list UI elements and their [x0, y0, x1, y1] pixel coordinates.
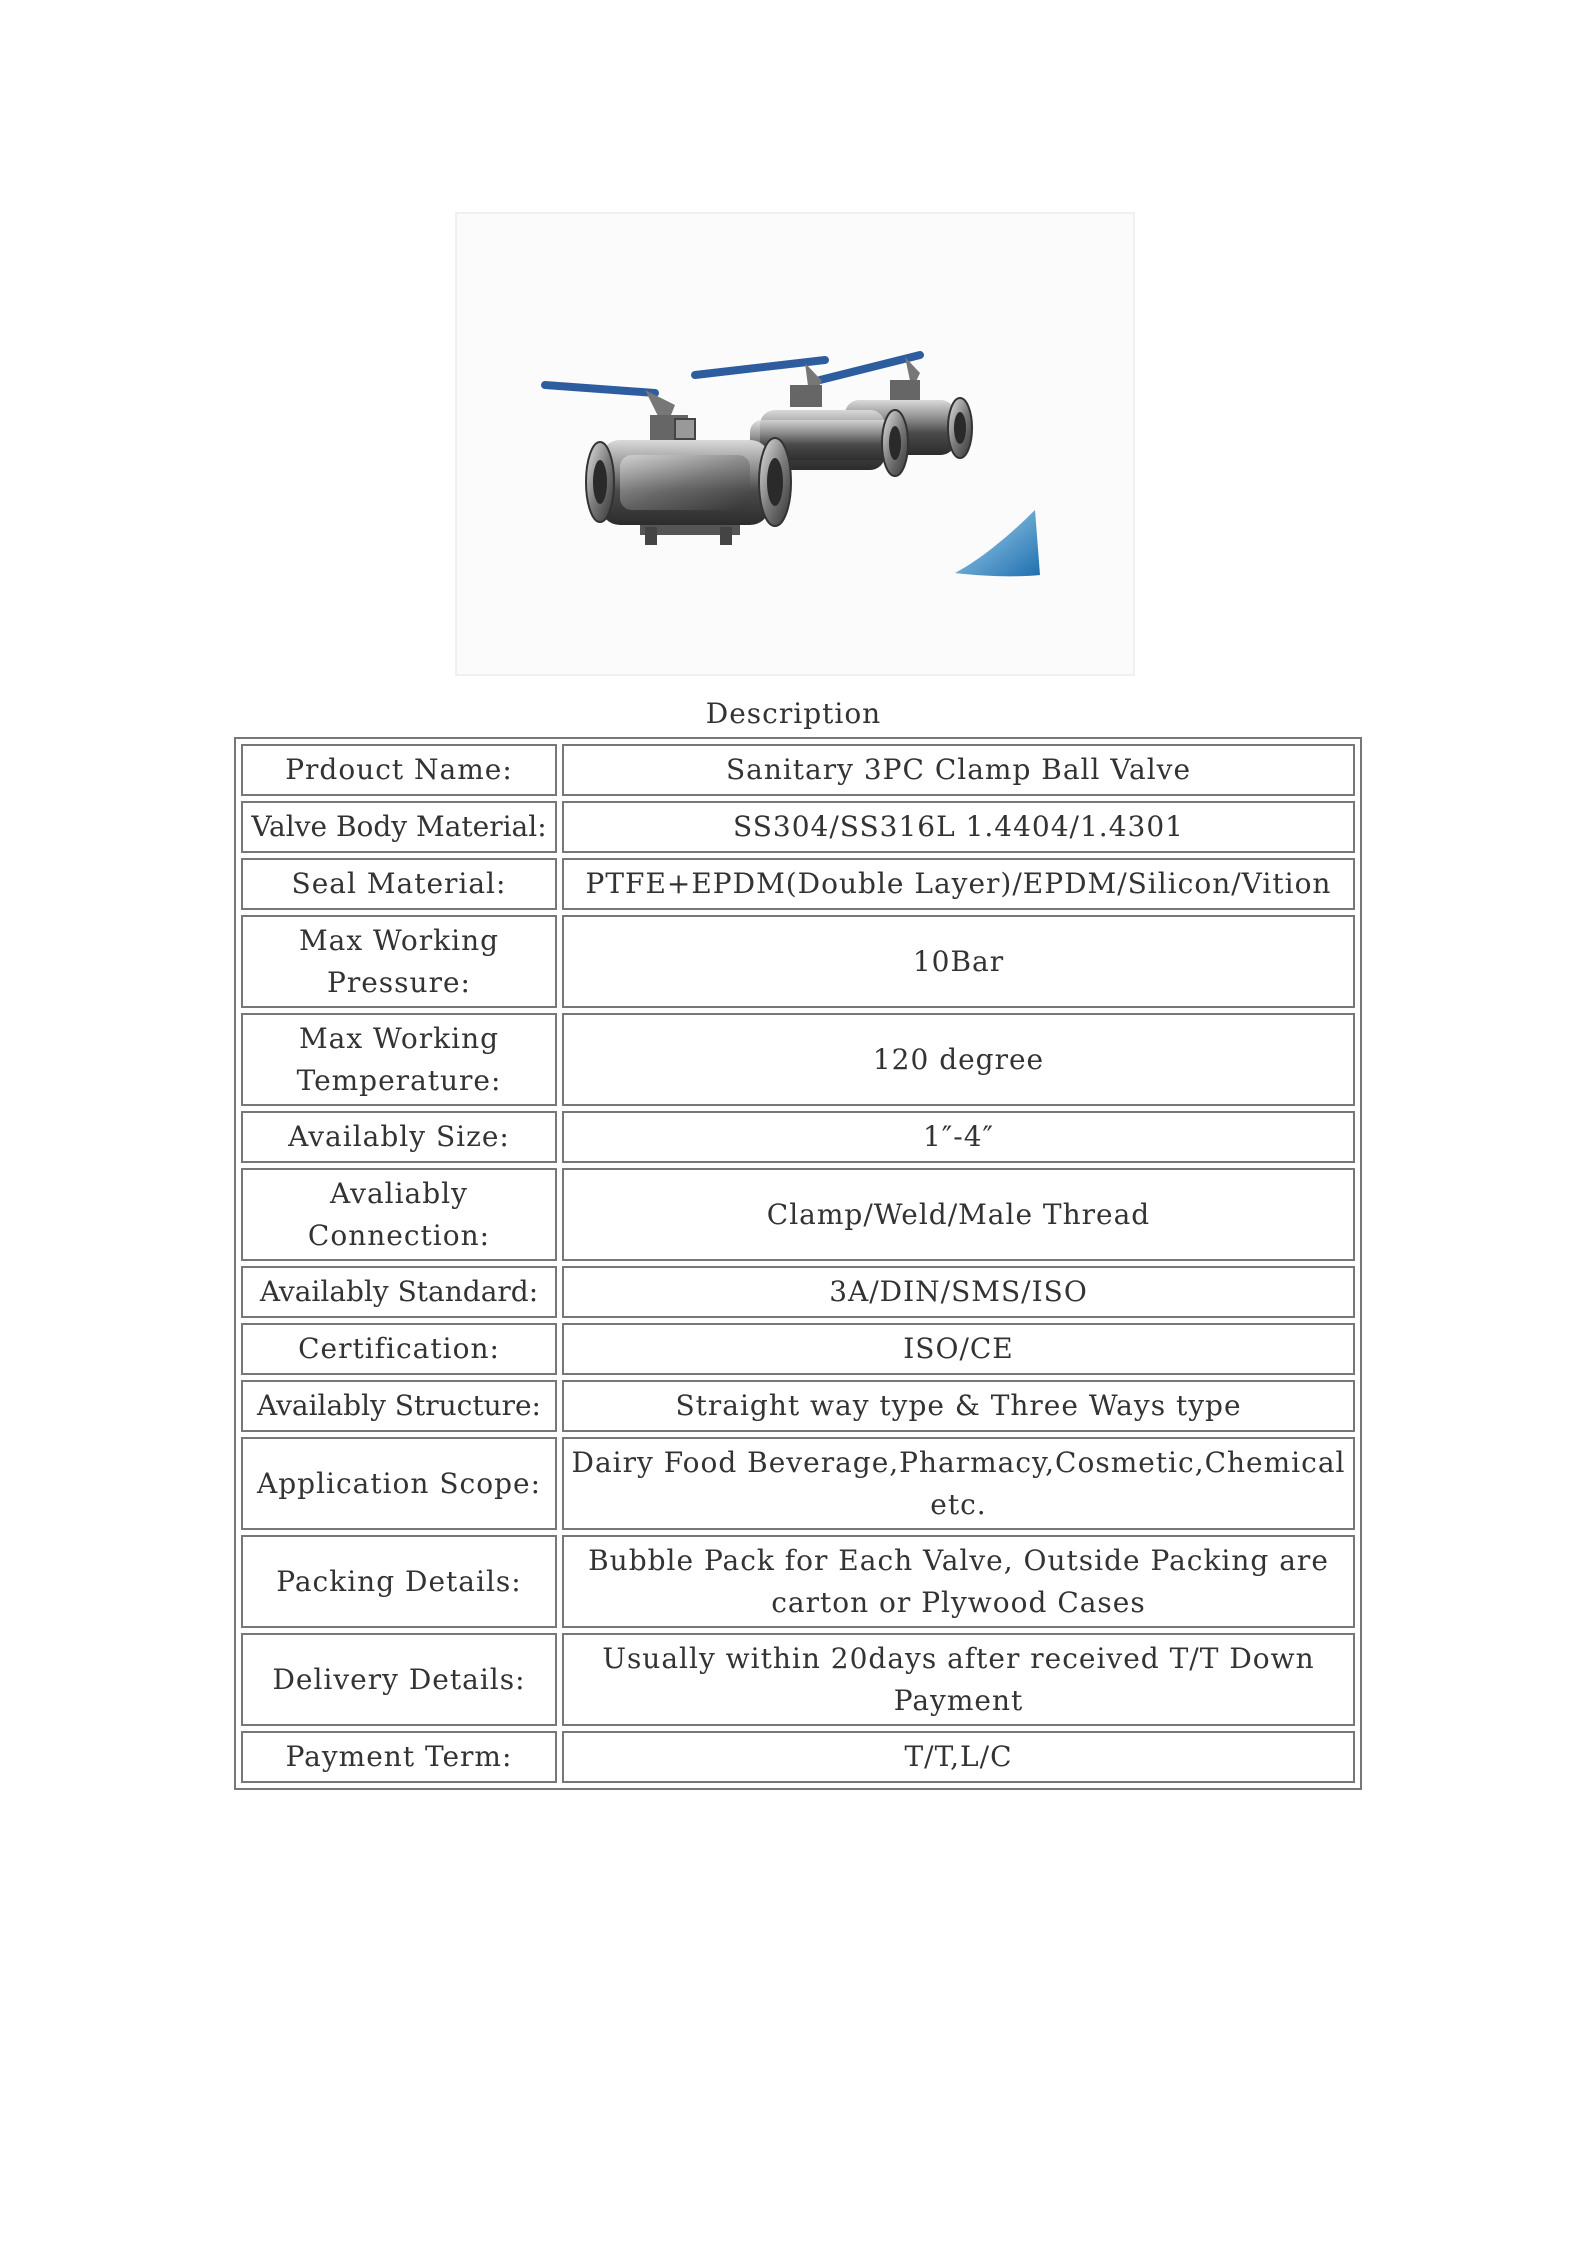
spec-value: Dairy Food Beverage,Pharmacy,Cosmetic,Chemical etc.: [562, 1437, 1355, 1530]
spec-value: SS304/SS316L 1.4404/1.4301: [562, 801, 1355, 853]
spec-label: Availably Standard:: [241, 1266, 557, 1318]
spec-row-availably-standard: [241, 1266, 1355, 1318]
spec-row-valve-body-material: [241, 801, 1355, 853]
spec-label: Availably Size:: [241, 1111, 557, 1163]
spec-label: Valve Body Material:: [241, 801, 557, 853]
spec-label: Packing Details:: [241, 1535, 557, 1628]
product-image: [450, 205, 1140, 685]
spec-row-product-name: [241, 744, 1355, 796]
spec-label: Application Scope:: [241, 1437, 557, 1530]
spec-value: Clamp/Weld/Male Thread: [562, 1168, 1355, 1261]
spec-row-seal-material: [241, 858, 1355, 910]
spec-label: Availably Structure:: [241, 1380, 557, 1432]
spec-value: ISO/CE: [562, 1323, 1355, 1375]
spec-label: Delivery Details:: [241, 1633, 557, 1726]
spec-value: Sanitary 3PC Clamp Ball Valve: [562, 744, 1355, 796]
spec-row-availably-size: [241, 1111, 1355, 1163]
spec-row-delivery-details: [241, 1633, 1355, 1726]
spec-label: Payment Term:: [241, 1731, 557, 1783]
spec-value: Straight way type & Three Ways type: [562, 1380, 1355, 1432]
spec-value: PTFE+EPDM(Double Layer)/EPDM/Silicon/Vition: [562, 858, 1355, 910]
spec-row-avaliably-connection: [241, 1168, 1355, 1261]
description-title: Description: [705, 697, 882, 730]
spec-table: [234, 737, 1362, 1790]
spec-row-application-scope: [241, 1437, 1355, 1530]
spec-row-payment-term: [241, 1731, 1355, 1783]
spec-label: Max Working Pressure:: [241, 915, 557, 1008]
spec-value: 1″-4″: [562, 1111, 1355, 1163]
spec-label: Seal Material:: [241, 858, 557, 910]
spec-value: 3A/DIN/SMS/ISO: [562, 1266, 1355, 1318]
spec-value: 10Bar: [562, 915, 1355, 1008]
spec-value: 120 degree: [562, 1013, 1355, 1106]
spec-value: T/T,L/C: [562, 1731, 1355, 1783]
spec-row-packing-details: [241, 1535, 1355, 1628]
spec-value: Usually within 20days after received T/T Down Payment: [562, 1633, 1355, 1726]
spec-label: Avaliably Connection:: [241, 1168, 557, 1261]
spec-row-max-working-temperature: [241, 1013, 1355, 1106]
spec-label: Prdouct Name:: [241, 744, 557, 796]
spec-row-max-working-pressure: [241, 915, 1355, 1008]
spec-row-availably-structure: [241, 1380, 1355, 1432]
spec-row-certification: [241, 1323, 1355, 1375]
spec-value: Bubble Pack for Each Valve, Outside Packing are carton or Plywood Cases: [562, 1535, 1355, 1628]
spec-label: Max Working Temperature:: [241, 1013, 557, 1106]
spec-label: Certification:: [241, 1323, 557, 1375]
